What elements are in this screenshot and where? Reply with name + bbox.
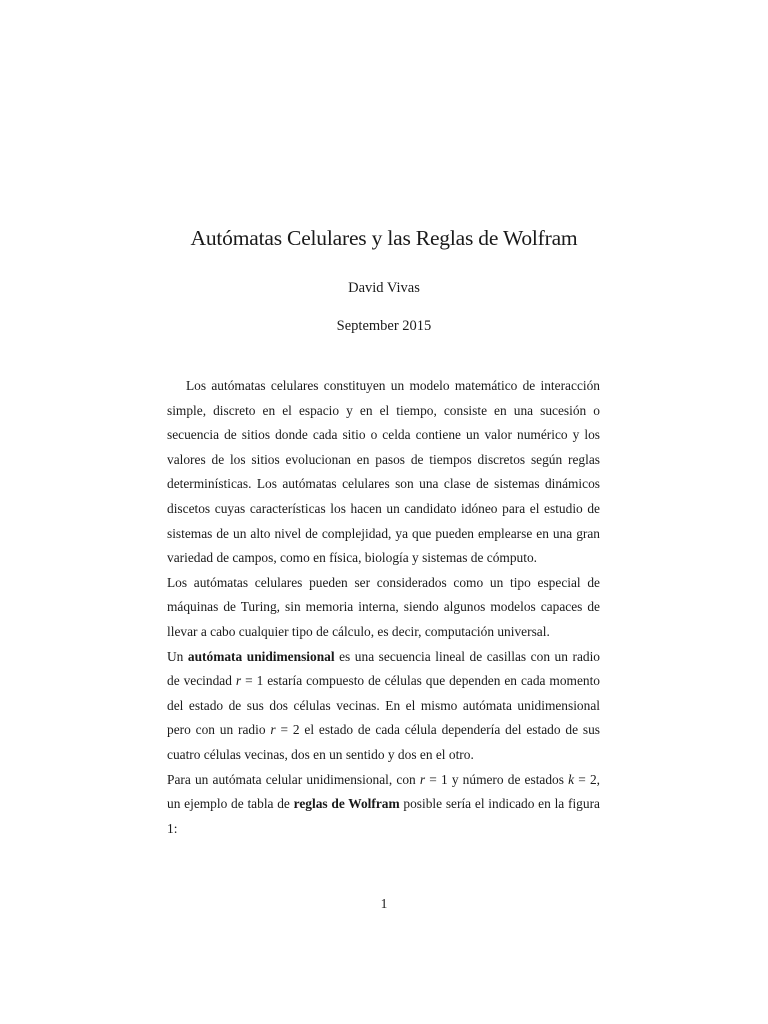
text-run: Un [167,648,188,664]
text-run: posible sería el indicado en la figura 1: [167,796,600,836]
math-variable-r: r [270,722,276,738]
math-variable-r: r [419,771,426,787]
document-title: Autómatas Celulares y las Reglas de Wolfram [190,226,578,250]
bold-term-reglas-de-wolfram: reglas de Wolfram [293,796,400,812]
paragraph-unidimensional [167,645,600,768]
paragraph-wolfram-rules [167,768,600,842]
document-author: David Vivas [348,280,420,296]
text-run: = 2, un ejemplo de tabla de [167,771,600,812]
text-run: = 1 estaría compuesto de células que dependen en cada momento del estado de sus dos células vecinas. En el mismo autómata unidimensional pero con un radio [167,673,601,738]
paragraph-intro: Los autómatas celulares constituyen un modelo matemático de interacción simple, discreto en el espacio y en el tiempo, consiste en una sucesión o secuencia de sitios donde cada sitio o celda contiene un valor numérico y los valores de los sitios evolucionan en pasos de tiempos discretos según reglas determinísticas. Los autómatas celulares son una clase de sistemas dinámicos discetos cuyas características los hacen un candidato idóneo para el estudio de sistemas de un alto nivel de complejidad, ya que pueden emplearse en una gran variedad de campos, como en física, biología y sistemas de cómputo. [167,378,600,566]
document-body [167,374,600,841]
text-run: es una secuencia lineal de casillas con un radio de vecindad [167,648,600,689]
text-run: = 1 y número de estados [425,771,569,787]
math-variable-k: k [568,771,575,787]
text-run: = 2 el estado de cada célula dependería del estado de sus cuatro células vecinas, dos en un sentido y dos en el otro. [167,722,600,762]
bold-term-automata-unidimensional: autómata unidimensional [187,648,335,664]
text-run: Para un autómata celular unidimensional, con [167,771,420,787]
document-date: September 2015 [336,318,432,334]
paragraph-turing: Los autómatas celulares pueden ser considerados como un tipo especial de máquinas de Turing, sin memoria interna, siendo algunos modelos capaces de llevar a cabo cualquier tipo de cálculo, es decir, computación universal. [167,574,600,639]
page-number: 1 [380,896,388,911]
math-variable-r: r [235,673,242,689]
